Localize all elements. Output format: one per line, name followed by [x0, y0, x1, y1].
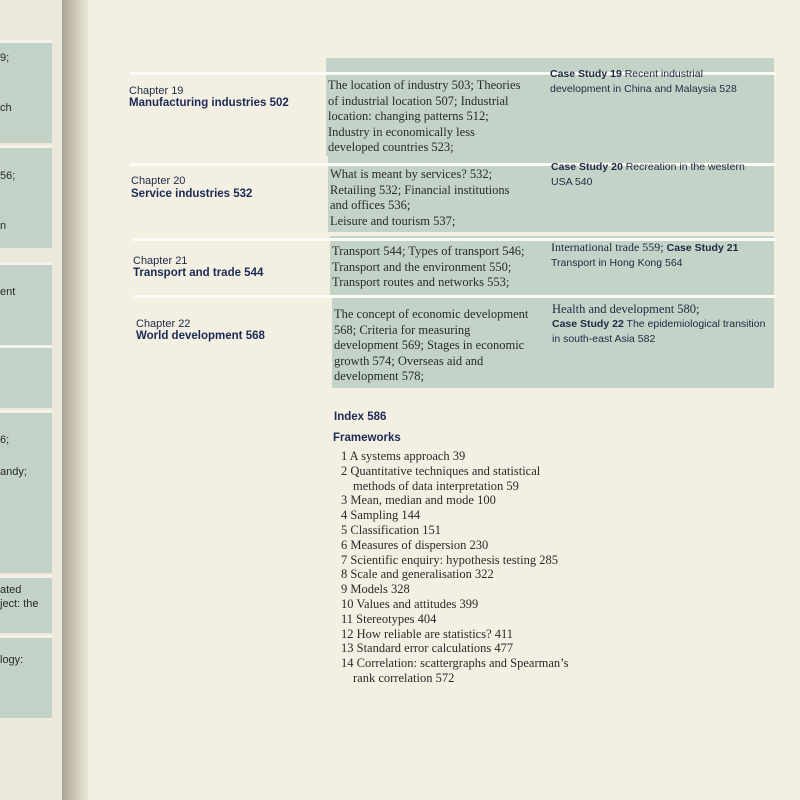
chapter-topics: Transport 544; Types of transport 546; Transport and the environment 550; Transport routes and networks 553;	[332, 244, 525, 289]
list-item: 13 Standard error calculations 477	[341, 641, 514, 656]
left-page-band	[0, 145, 52, 248]
left-fragment: ated	[0, 584, 22, 596]
case-study: International trade 559; Case Study 21 Transport in Hong Kong 564	[551, 240, 739, 269]
list-item: 14 Correlation: scattergraphs and Spearman’s	[341, 656, 569, 671]
book-gutter	[62, 0, 88, 800]
left-fragment: andy;	[0, 466, 27, 478]
list-item: 6 Measures of dispersion 230	[341, 537, 489, 552]
chapter-divider	[134, 295, 776, 298]
chapter-title: World development 568	[136, 330, 265, 342]
list-item: 3 Mean, median and mode 100	[341, 493, 496, 508]
list-item: 11 Stereotypes 404	[341, 611, 437, 626]
chapter-number: Chapter 21	[133, 255, 188, 267]
chapter-number: Chapter 22	[136, 318, 191, 330]
left-page-edge	[0, 0, 62, 800]
left-fragment: ject: the	[0, 598, 39, 610]
index-heading: Index 586	[334, 411, 387, 423]
chapter-topics: The location of industry 503; Theories of industrial location 507; Industrial location: changing patterns 512; Industry in economically less developed countries 523;	[328, 78, 521, 154]
left-fragment: 9;	[0, 52, 10, 64]
left-fragment: 56;	[0, 170, 16, 182]
contents-page	[88, 0, 800, 800]
chapter-number: Chapter 19	[129, 85, 184, 97]
case-study: Health and development 580; Case Study 22 The epidemiological transition in south-east Asia 582	[552, 302, 766, 345]
left-fragment: ch	[0, 102, 12, 114]
frameworks-heading: Frameworks	[333, 432, 401, 444]
chapter-title: Transport and trade 544	[133, 267, 264, 279]
list-item: 12 How reliable are statistics? 411	[341, 626, 514, 641]
chapter-topics: What is meant by services? 532; Retailing 532; Financial institutions and offices 536; Leisure and tourism 537;	[330, 167, 510, 228]
case-study: Case Study 20 Recreation in the western USA 540	[551, 161, 745, 188]
frameworks-list	[341, 449, 568, 686]
list-item: methods of data interpretation 59	[353, 478, 519, 493]
case-study: Case Study 19 Recent industrial development in China and Malaysia 528	[550, 68, 737, 95]
chapter-title: Service industries 532	[131, 188, 253, 200]
left-page-band	[0, 345, 52, 408]
chapter-topics: The concept of economic development 568; Criteria for measuring development 569; Stages in economic growth 574; Overseas aid and development 578;	[334, 307, 529, 383]
left-page-band	[0, 635, 52, 718]
left-fragment: 6;	[0, 434, 10, 446]
left-page-band	[0, 262, 52, 345]
chapter-title: Manufacturing industries 502	[129, 97, 289, 109]
list-item: rank correlation 572	[353, 670, 455, 685]
list-item: 10 Values and attitudes 399	[341, 596, 479, 611]
list-item: 8 Scale and generalisation 322	[341, 567, 494, 582]
list-item: 1 A systems approach 39	[341, 449, 466, 463]
list-item: 7 Scientific enquiry: hypothesis testing 285	[341, 552, 558, 567]
list-item: 2 Quantitative techniques and statistical	[341, 463, 541, 478]
left-fragment: ent	[0, 286, 16, 298]
list-item: 5 Classification 151	[341, 522, 441, 537]
list-item: 9 Models 328	[341, 582, 410, 597]
left-fragment: logy:	[0, 654, 24, 666]
list-item: 4 Sampling 144	[341, 508, 421, 523]
left-fragment: n	[0, 220, 7, 232]
chapter-number: Chapter 20	[131, 175, 186, 187]
